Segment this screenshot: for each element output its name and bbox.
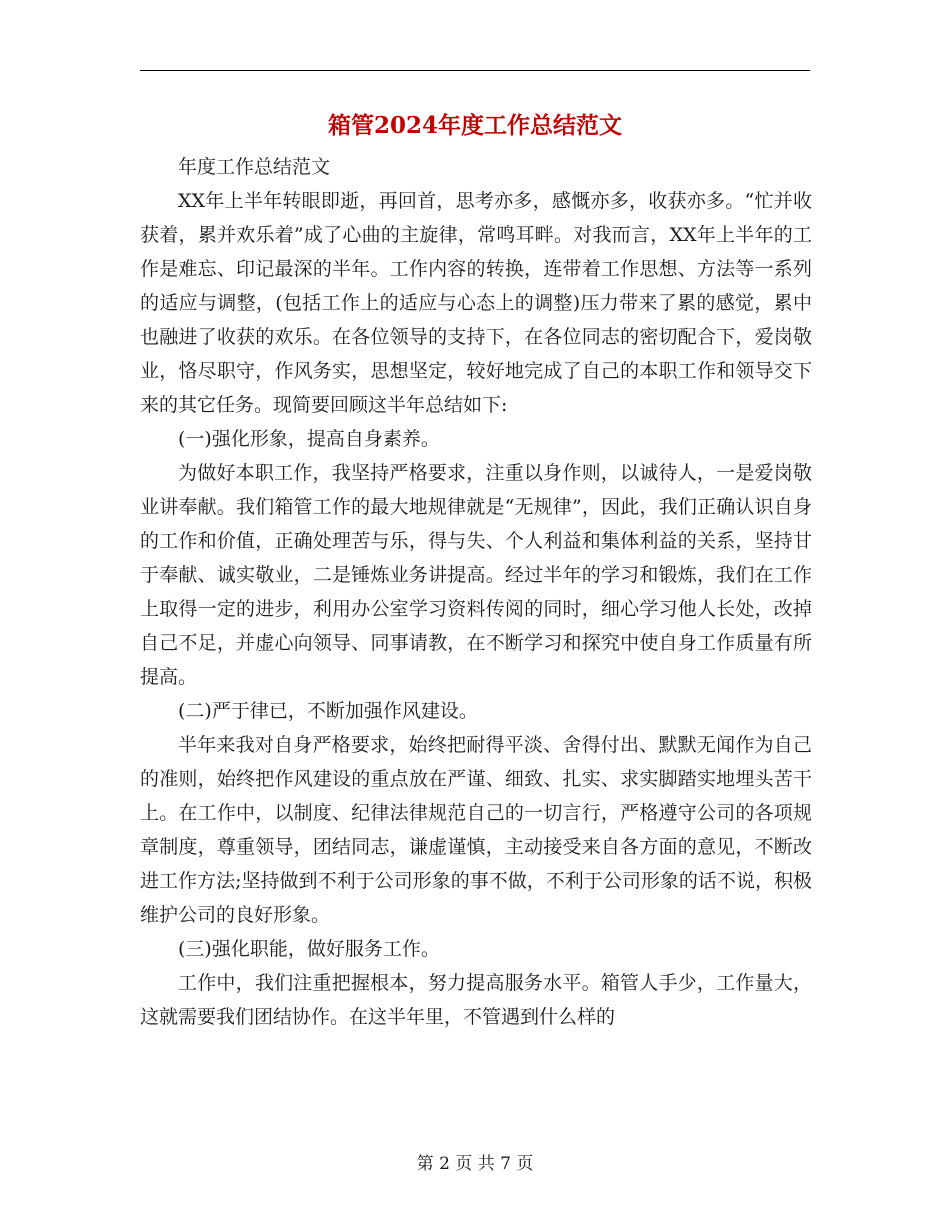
paragraph-subtitle: 年度工作总结范文 bbox=[178, 156, 331, 178]
paragraph-section-1: 为做好本职工作，我坚持严格要求，注重以身作则，以诚待人，一是爱岗敬业讲奉献。我们箱管工作的最大地规律就是“无规律”，因此，我们正确认识自身的工作和价值，正确处理苦与乐，得与失、个人利益和集体利益的关系，坚持甘于奉献、诚实敬业，二是锤炼业务讲提高。经过半年的学习和锻炼，我们在工作上取得一定的进步，利用办公室学习资料传阅的同时，细心学习他人长处，改掉自己不足，并虚心向领导、同事请教，在不断学习和探究中使自身工作质量有所提高。 bbox=[140, 462, 812, 688]
section-heading-1: (一)强化形象，提高自身素养。 bbox=[178, 428, 440, 450]
document-title: 箱管2024年度工作总结范文 bbox=[327, 112, 622, 139]
paragraph-section-2: 半年来我对自身严格要求，始终把耐得平淡、舍得付出、默默无闻作为自己的准则，始终把作风建设的重点放在严谨、细致、扎实、求实脚踏实地埋头苦干上。在工作中，以制度、纪律法律规范自己的一切言行，严格遵守公司的各项规章制度，尊重领导，团结同志，谦虚谨慎，主动接受来自各方面的意见，不断改进工作方法;坚持做到不利于公司形象的事不做，不利于公司形象的话不说，积极维护公司的良好形象。 bbox=[140, 734, 812, 926]
section-heading-2: (二)严于律已，不断加强作风建设。 bbox=[178, 700, 478, 722]
paragraph-section-3: 工作中，我们注重把握根本，努力提高服务水平。箱管人手少，工作量大，这就需要我们团结协作。在这半年里，不管遇到什么样的 bbox=[140, 972, 812, 1028]
paragraph-intro: XX年上半年转眼即逝，再回首，思考亦多，感慨亦多，收获亦多。“忙并收获着，累并欢乐着”成了心曲的主旋律，常鸣耳畔。对我而言，XX年上半年的工作是难忘、印记最深的半年。工作内容的转换，连带着工作思想、方法等一系列的适应与调整，(包括工作上的适应与心态上的调整)压力带来了累的感觉，累中也融进了收获的欢乐。在各位领导的支持下，在各位同志的密切配合下，爱岗敬业，恪尽职守，作风务实，思想坚定，较好地完成了自己的本职工作和领导交下来的其它任务。现简要回顾这半年总结如下: bbox=[140, 190, 812, 416]
document-body bbox=[140, 150, 812, 1034]
page-number: 第 2 页 共 7 页 bbox=[416, 1154, 534, 1174]
header-rule bbox=[140, 70, 810, 71]
section-heading-3: (三)强化职能，做好服务工作。 bbox=[178, 938, 440, 960]
